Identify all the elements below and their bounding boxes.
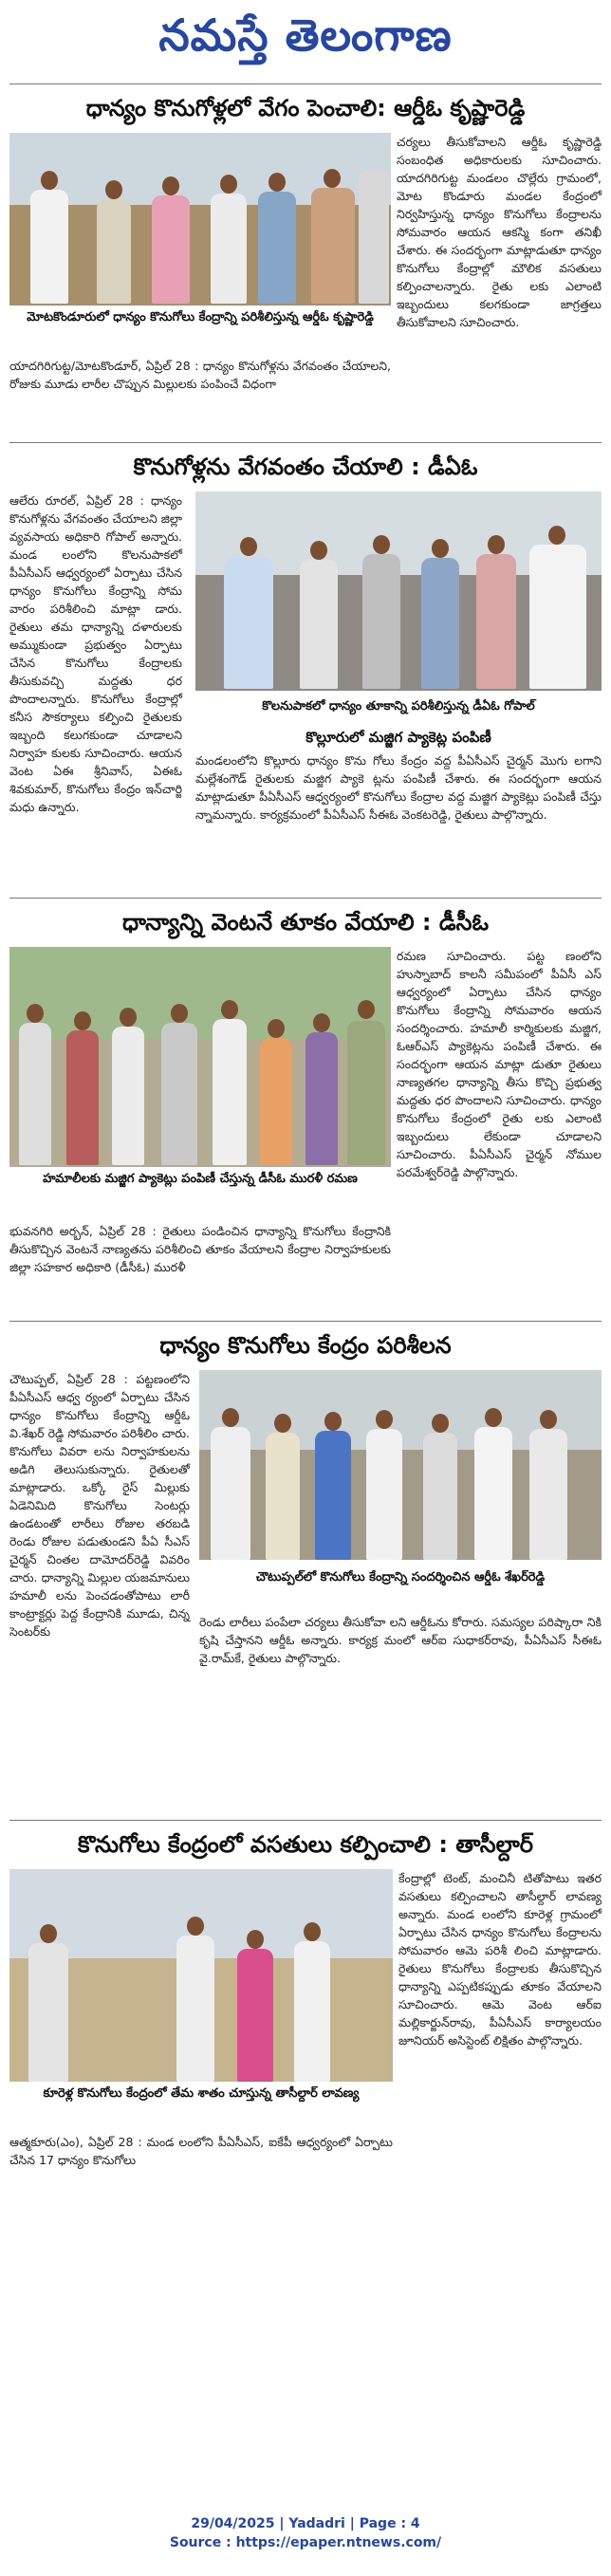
- masthead: [0, 0, 611, 82]
- article-3-caption: హమాలీలకు మజ్జిగ ప్యాకెట్లు పంపిణీ చేస్తున్న డీసీఓ మురళీ రమణ: [43, 1172, 358, 1186]
- article-1-bottom-text: యాదగిరిగుట్ట/మోటకొండూర్, ఏప్రిల్ 28 : ధాన్యం కొనుగోళ్లను వేగవంతం చేయాలని, రోజుకు మూడు లారీల చొప్పున మిల్లులకు పంపించే విధంగా: [9, 359, 391, 391]
- footer-date: 29/04/2025 | Yadadri | Page : 4: [191, 2516, 420, 2531]
- footer-source: Source : https://epaper.ntnews.com/: [169, 2535, 442, 2550]
- article-3-bottom-text: భువనగిరి అర్బన్, ఏప్రిల్ 28 : రైతులు పండించిన ధాన్యాన్ని కొనుగోలు కేంద్రానికి తీసుకొచ్చిన వెంటనే నాణ్యతను పరిశీలించి తూకం వేయాలని కేంద్రాల నిర్వాహకులకు జిల్లా సహకార అధికారి (డీసీఓ) మురళీ: [9, 1224, 391, 1274]
- article-4-left-column: చౌటుప్పల్, ఏప్రిల్ 28 : పట్టణంలోని పీఏసీఎస్ ఆధ్వ ర్యంలో ఏర్పాటు చేసిన ధాన్యం కొనుగోలు కేంద్రాన్ని ఆర్డీఓ వి.శేఖర్ రెడ్డి సోమవారం పరిశీలిం చారు. కొనుగోలు వివరా లను నిర్వాహకులను అడిగి తెలుసుకున్నారు. రైతులతో మాట్లాడారు. ఒక్కో రైస్ మిల్లుకు ఏడెనిమిది కొనుగోలు సెంటర్లు ఉండటంతో లారీలు రోజుల తరబడి రెండు రోజుల పడుతుండని పీఏ సీఎస్ చైర్మన్ చింతల దామోదర్‌రెడ్డి వివరిం చారు. ధాన్యాన్ని మిల్లుల యజమానులు హమాలీ లను పెంచడంతోపాటు లారీ కాంట్రాక్టర్లు పెద్ద కేంద్రానికి మూడు, చిన్న సెంటర్‌కు: [9, 1372, 190, 1639]
- article-1-right-column: చర్యలు తీసుకోవాలని ఆర్డీఓ కృష్ణారెడ్డి సంబంధిత అధికారులకు సూచించారు. యాదగిరిగుట్ట మండలం చొల్లేరు గ్రామంలో, మోట కొండూరు మండల కేంద్రంలో నిర్వహిస్తున్న ధాన్యం కొనుగోలు కేంద్రాలను సోమవారం ఆయన ఆకస్మి కంగా తనిఖీ చేశారు. ఈ సందర్భంగా మాట్లాడుతూ ధాన్యం కొనుగోలు కేంద్రాల్లో మౌలిక వసతులు కల్పించాలన్నారు. రైతు లకు ఎలాంటి ఇబ్బందులు కలగకుండా జాగ్రత్తలు తీసుకోవాలని సూచించారు.: [397, 135, 602, 329]
- article-2-sub-text: మండలంలోని కొల్లూరు ధాన్యం కొను గోలు కేంద్రం వద్ద పీఏసీఎస్ చైర్మన్ మొగు లగాని మల్లేశంగౌడ్ రైతులకు మజ్జిగ ప్యాకె ట్లను పంపిణీ చేశారు. ఈ సందర్భంగా ఆయన మాట్లాడుతూ పీఏసీఎస్ ఆధ్వర్యంలో కొనుగోలు కేంద్రాల వద్ద మజ్జిగ ప్యాకెట్లు పంపిణీ చేస్తు న్నామన్నారు. కార్యక్రమంలో పీఏసీఎస్ సీఈఓ వెంకటరెడ్డి, రైతులు పాల్గొన్నారు.: [195, 753, 602, 822]
- divider: [9, 442, 602, 443]
- article-3-headline: ధాన్యాన్ని వెంటనే తూకం వేయాలి : డీసీఓ: [121, 909, 490, 936]
- article-3-right-column: రమణ సూచించారు. పట్ట ణంలోని హుస్నాబాద్ కాలనీ సమీపంలో పీఏసీ ఎస్ ఆధ్వర్యంలో ఏర్పాటు చేసిన ధాన్యం కొనుగోలు కేంద్రాన్ని సోమవారం ఆయన సందర్శించారు. హమాలీ కార్మికులకు మజ్జిగ, ఓఆర్ఎస్ ప్యాకెట్లను పంపిణీ చేశారు. ఈ సందర్భంగా ఆయన మాట్లా డుతూ రైతులు నాణ్యతగల ధాన్యాన్ని తీసు కొచ్చి ప్రభుత్వ మద్దతు ధర పొందాలని సూచించారు. ధాన్యం కొనుగోలు కేంద్రంలో రైతు లకు ఎలాంటి ఇబ్బందులు లేకుండా చూడాలని సూచించారు. పీఏసీఎస్ చైర్మన్ నోముల పరమేశ్వర్‌రెడ్డి పాల్గొన్నారు.: [397, 949, 602, 1179]
- article-2-left-column: ఆలేరు రూరల్, ఏప్రిల్ 28 : ధాన్యం కొనుగోళ్లను వేగవంతం చేయాలని జిల్లా వ్యవసాయ అధికారి గోపాల్ అన్నారు. మండ లంలోని కొలనుపాకలో పీఏసీఎస్ ఆధ్వర్యంలో ఏర్పాటు చేసిన ధాన్యం కొనుగోలు కేంద్రాన్ని సోమ వారం పరిశీలించి మాట్లా డారు. రైతులు తమ ధాన్యాన్ని దళారులకు అమ్ముకుండా ప్రభుత్వం ఏర్పాటు చేసిన కొనుగోలు కేంద్రాలకు తీసుకువచ్చి మద్దతు ధర పొందాలన్నారు. కొనుగోలు కేంద్రాల్లో కనీస సౌకర్యాలు కల్పించి రైతులకు ఇబ్బంది కలుగకుండా చూడాలని నిర్వాహ కులకు సూచించారు. ఆయన వెంట ఏఈ శ్రీనివాస్, ఏఈఓ శివకుమార్, కొనుగోలు కేంద్రం ఇన్‌చార్జి మధు ఉన్నారు.: [9, 493, 182, 814]
- article-2-subhead: కొల్లూరులో మజ్జిగ ప్యాకెట్ల పంపిణీ: [306, 729, 491, 746]
- article-1-photo: [9, 133, 391, 306]
- article-5-bottom-text: ఆత్మకూరు(ఎం), ఏప్రిల్ 28 : మండ లంలోని పీఏసీఎస్, ఐకేపీ ఆధ్వర్యంలో ఏర్పాటు చేసిన 17 ధాన్యం కొనుగోలు: [9, 2135, 393, 2167]
- article-4-caption: చౌటుప్పల్‌లో కొనుగోలు కేంద్రాన్ని సందర్శించిన ఆర్డీఓ శేఖర్‌రెడ్డి: [255, 1570, 546, 1585]
- article-2-photo: [195, 491, 602, 691]
- article-5-caption: కూరెళ్ల కొనుగోలు కేంద్రంలో తేమ శాతం చూస్తున్న తాసీల్దార్ లావణ్య: [43, 2086, 360, 2101]
- article-5-headline: కొనుగోలు కేంద్రంలో వసతులు కల్పించాలి : తాసీల్దార్: [78, 1831, 533, 1858]
- article-5-photo: [9, 1869, 393, 2082]
- divider: [9, 1321, 602, 1322]
- article-3-photo: [9, 947, 391, 1167]
- masthead-logo: నమస్తే తెలంగాణ: [158, 9, 453, 61]
- article-1-caption: మోటకొండూరులో ధాన్యం కొనుగోలు కేంద్రాన్ని పరిశీలిస్తున్న ఆర్డీఓ కృష్ణారెడ్డి: [27, 310, 374, 324]
- divider: [9, 1820, 602, 1821]
- divider: [9, 898, 602, 899]
- article-4-headline: ధాన్యం కొనుగోలు కేంద్రం పరిశీలన: [159, 1332, 452, 1359]
- article-1-headline: ధాన్యం కొనుగోళ్లలో వేగం పెంచాలి: ఆర్డీఓ కృష్ణారెడ్డి: [85, 95, 526, 121]
- article-4-photo: [199, 1370, 602, 1560]
- article-5-right-column: కేంద్రాల్లో టెంట్, మంచినీ టితోపాటు ఇతర వసతులు కల్పించాలని తాసీల్దార్ లావణ్య అన్నారు. మండ లంలోని కూరెళ్ల గ్రామంలో ఏర్పాటు చేసిన ధాన్యం కొనుగోలు కేంద్రాలను సోమవారం ఆమె పరిశీ లించి మాట్లాడారు. రైతులు కొనుగోలు కేంద్రాలకు తీసుకొచ్చిన ధాన్యాన్ని ఎప్పటికప్పుడు తూకం వేయాలని సూచించారు. ఆమె వెంట ఆర్ఐ మల్లికార్జున్‌రావు, పీఏసీఎస్ కార్యాలయం జూనియర్ అసిస్టెంట్ లిక్షితం పాల్గొన్నారు.: [398, 1871, 602, 2048]
- article-2-headline: కొనుగోళ్లను వేగవంతం చేయాలి : డీఏఓ: [133, 454, 478, 480]
- article-2-caption: కొలనుపాకలో ధాన్యం తూకాన్ని పరిశీలిస్తున్న డీఏఓ గోపాల్: [262, 699, 535, 713]
- article-4-right-column: రెండు లారీలు పంపేలా చర్యలు తీసుకోవా లని ఆర్డీఓను కోరారు. సమస్యల పరిష్కారా నికి కృషి చేస్తానని ఆర్డీఓ అన్నారు. కార్యక్ర మంలో ఆర్ఐ సుధాకర్‌రావు, పీఏసీఎస్ సీఈఓ వై.రామ్‌కే, రైతులు పాల్గొన్నారు.: [199, 1615, 602, 1665]
- divider: [9, 83, 602, 84]
